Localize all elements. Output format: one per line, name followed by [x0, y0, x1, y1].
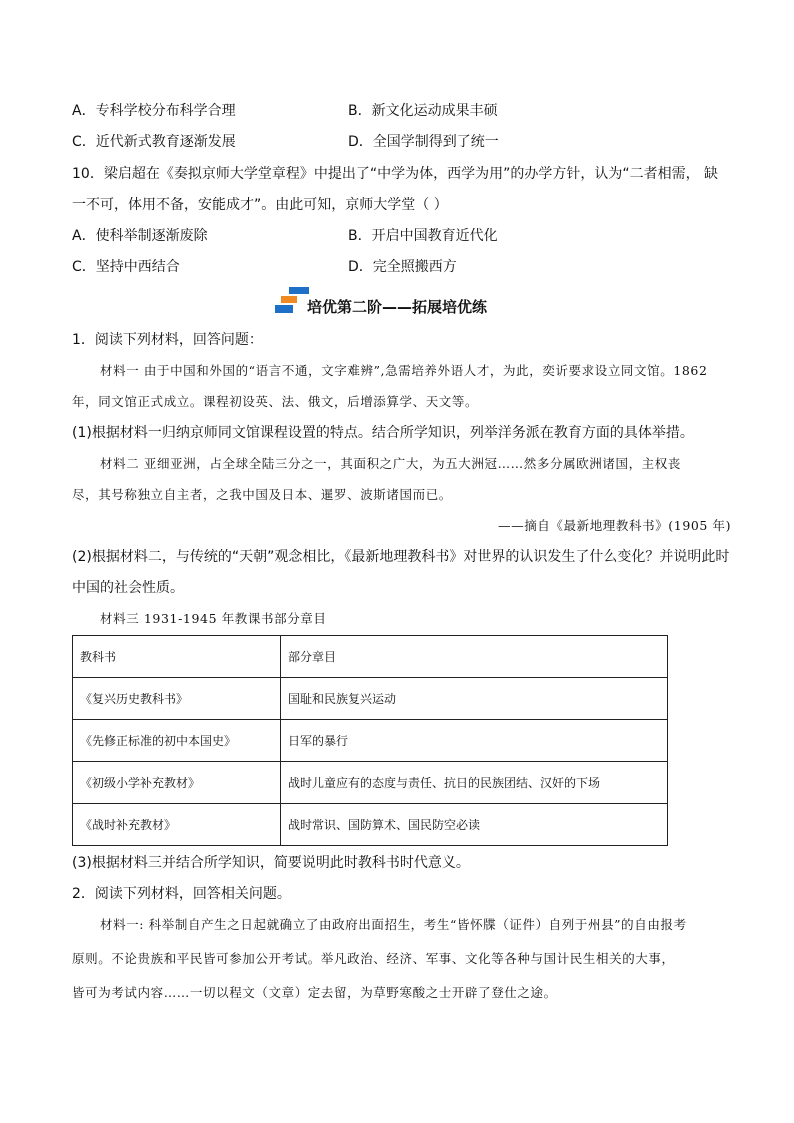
q1-material2-source: ——摘自《最新地理教科书》(1905 年) — [498, 518, 732, 533]
q1-intro: 1．阅读下列材料，回答问题： — [72, 332, 263, 348]
section-title: 培优第二阶——拓展培优练 — [306, 298, 487, 316]
q1-subquestion-2-line1: (2)根据材料二，与传统的“天朝”观念相比，《最新地理教科书》对世界的认识发生了什么变化？并说明此时 — [72, 549, 730, 565]
q2-material1-line1: 材料一: 科举制自产生之日起就确立了由政府出面招生，考生“皆怀牒（证件）自列于州县”的自由报考 — [100, 917, 687, 932]
table-cell-textbook: 《战时补充教材》 — [73, 804, 281, 846]
q10-option-d: D．完全照搬西方 — [348, 259, 457, 275]
table-cell-chapters: 战时儿童应有的态度与责任、抗日的民族团结、汉奸的下场 — [281, 762, 668, 804]
q1-material2-line1: 材料二 亚细亚洲，占全球全陆三分之一，其面积之广大，为五大洲冠……然多分属欧洲诸国，主权丧 — [100, 456, 681, 471]
q1-material1-line2: 年，同文馆正式成立。课程初设英、法、俄文，后增添算学、天文等。 — [72, 394, 479, 409]
q10-option-b: B．开启中国教育近代化 — [348, 228, 498, 244]
q10-option-a: A．使科举制逐渐废除 — [72, 228, 208, 244]
table-cell-chapters: 国耻和民族复兴运动 — [281, 678, 668, 720]
q1-subquestion-1: (1)根据材料一归纳京师同文馆课程设置的特点。结合所学知识，列举洋务派在教育方面的具体举措。 — [72, 425, 694, 441]
q9-option-c: C．近代新式教育逐渐发展 — [72, 134, 236, 150]
q1-subquestion-2-line2: 中国的社会性质。 — [72, 580, 184, 596]
table-header-textbook: 教科书 — [73, 636, 281, 678]
table-cell-chapters: 日军的暴行 — [281, 720, 668, 762]
q2-material1-line3: 皆可为考试内容……一切以程文（文章）定去留，为草野寒酸之士开辟了登仕之途。 — [72, 985, 557, 1000]
table-header-row — [73, 636, 668, 678]
q2-intro: 2．阅读下列材料，回答相关问题。 — [72, 886, 291, 902]
q1-material3-caption: 材料三 1931-1945 年教课书部分章目 — [100, 611, 327, 626]
q9-option-b: B．新文化运动成果丰硕 — [348, 103, 498, 119]
q10-option-c: C．坚持中西结合 — [72, 259, 180, 275]
table-cell-textbook: 《初级小学补充教材》 — [73, 762, 281, 804]
q1-material1-line1: 材料一 由于中国和外国的“语言不通，文字难辨”,急需培养外语人才，为此，奕䜣要求设立同文馆。1862 — [100, 363, 708, 378]
q1-subquestion-3: (3)根据材料三并结合所学知识，简要说明此时教科书时代意义。 — [72, 855, 470, 871]
table-row — [73, 804, 668, 846]
q10-stem-line1: 10．梁启超在《奏拟京师大学堂章程》中提出了“中学为体，西学为用”的办学方针，认为“二者相需， 缺 — [72, 166, 719, 182]
table-row — [73, 720, 668, 762]
table-cell-textbook: 《复兴历史教科书》 — [73, 678, 281, 720]
table-cell-chapters: 战时常识、国防算术、国民防空必读 — [281, 804, 668, 846]
table-cell-textbook: 《先修正标准的初中本国史》 — [73, 720, 281, 762]
textbook-table — [72, 635, 668, 846]
table-row — [73, 762, 668, 804]
q10-stem-line2: 一不可，体用不备，安能成才”。由此可知，京师大学堂（ ） — [72, 197, 448, 213]
q9-option-a: A．专科学校分布科学合理 — [72, 103, 236, 119]
q1-material2-line2: 尽，其号称独立自主者，之我中国及日本、暹罗、波斯诸国而已。 — [72, 487, 452, 502]
table-row — [73, 678, 668, 720]
q9-option-d: D．全国学制得到了统一 — [348, 134, 499, 150]
q2-material1-line2: 原则。不论贵族和平民皆可参加公开考试。举凡政治、经济、军事、文化等各种与国计民生相关的大事， — [72, 951, 675, 966]
table-header-chapters: 部分章目 — [281, 636, 668, 678]
